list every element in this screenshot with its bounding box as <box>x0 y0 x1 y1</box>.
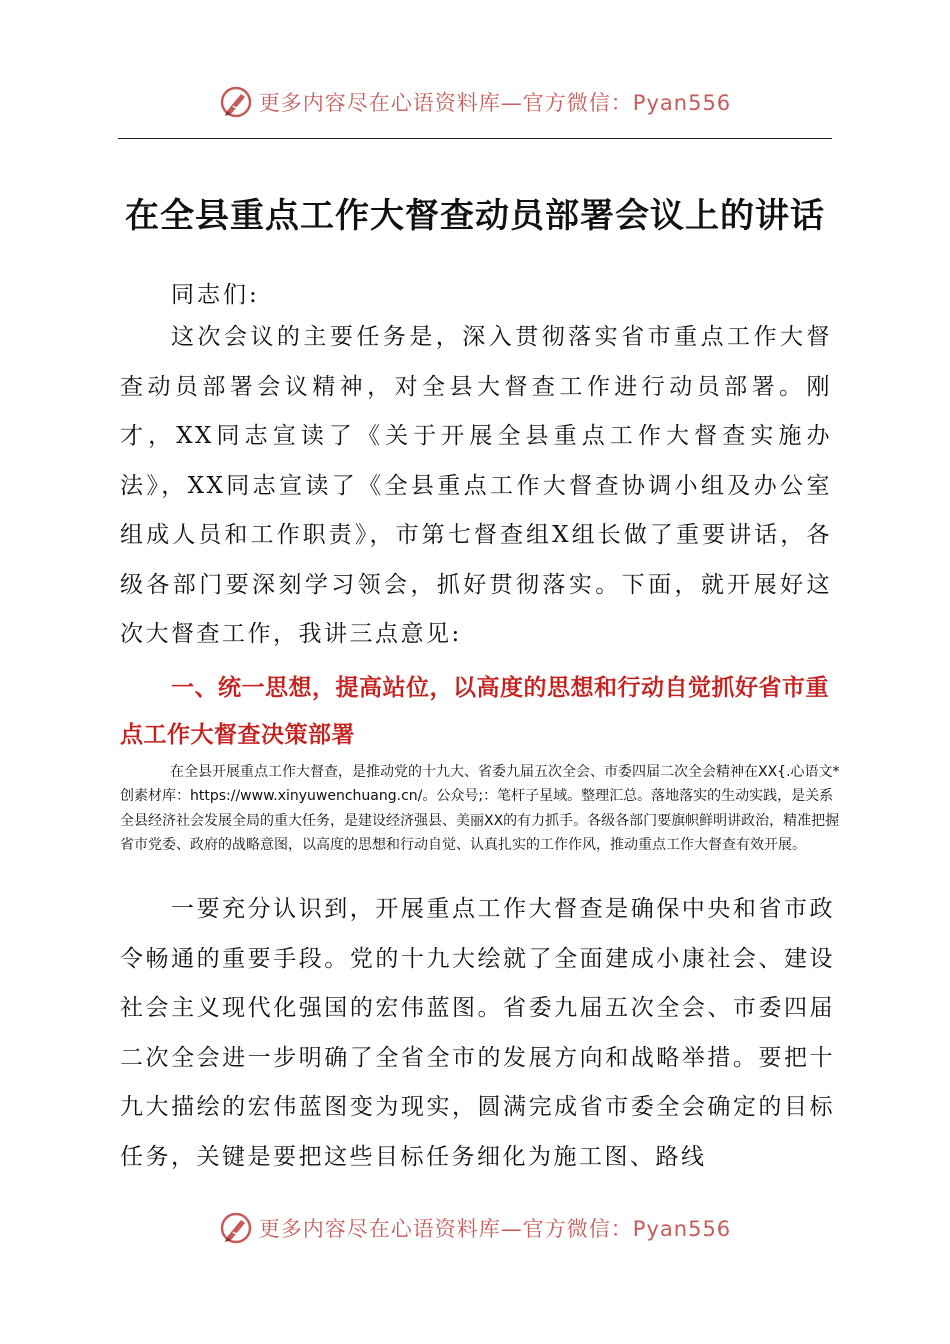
salutation: 同志们: <box>171 282 260 308</box>
header-banner <box>0 80 950 124</box>
pen-circle-icon <box>219 85 253 119</box>
pen-circle-icon <box>219 1211 253 1245</box>
banner-text: 更多内容尽在心语资料库—官方微信：Pyan556 <box>258 1217 732 1241</box>
header-divider <box>118 138 832 139</box>
banner-text: 更多内容尽在心语资料库—官方微信：Pyan556 <box>258 91 732 115</box>
intro-paragraph: 这次会议的主要任务是，深入贯彻落实省市重点工作大督查动员部署会议精神，对全县大督查工作进行动员部署。刚才，XX同志宣读了《关于开展全县重点工作大督查实施办法》，XX同志宣读了《全县重点工作大督查协调小组及办公室组成人员和工作职责》，市第七督查组X组长做了重要讲话，各级各部门要深刻学习领会，抓好贯彻落实。下面，就开展好这次大督查工作，我讲三点意见: <box>120 324 832 647</box>
section-heading-1: 一、统一思想，提高站位，以高度的思想和行动自觉抓好省市重点工作大督查决策部署 <box>120 675 829 748</box>
document-title: 在全县重点工作大督查动员部署会议上的讲话 <box>125 196 825 236</box>
footer-banner <box>0 1206 950 1250</box>
section-body-paragraph: 一要充分认识到，开展重点工作大督查是确保中央和省市政令畅通的重要手段。党的十九大绘就了全面建成小康社会、建设社会主义现代化强国的宏伟蓝图。省委九届五次全会、市委四届二次全会进一步明确了全省全市的发展方向和战略举措。要把十九大描绘的宏伟蓝图变为现实，圆满完成省市委全会确定的目标任务，关键是要把这些目标任务细化为施工图、路线 <box>120 896 835 1170</box>
section-summary-paragraph: 在全县开展重点工作大督查，是推动党的十九大、省委九届五次全会、市委四届二次全会精神在XX{.心语文*创素材库：https://www.xinyuwenchuang.cn/。公众号;：笔杆子星域。整理汇总。落地落实的生动实践，是关系全县经济社会发展全局的重大任务，是建设经济强县、美丽XX的有力抓手。各级各部门要旗帜鲜明讲政治，精准把握省市党委、政府的战略意图，以高度的思想和行动自觉、认真扎实的工作作风，推动重点工作大督查有效开展。 <box>120 764 840 854</box>
